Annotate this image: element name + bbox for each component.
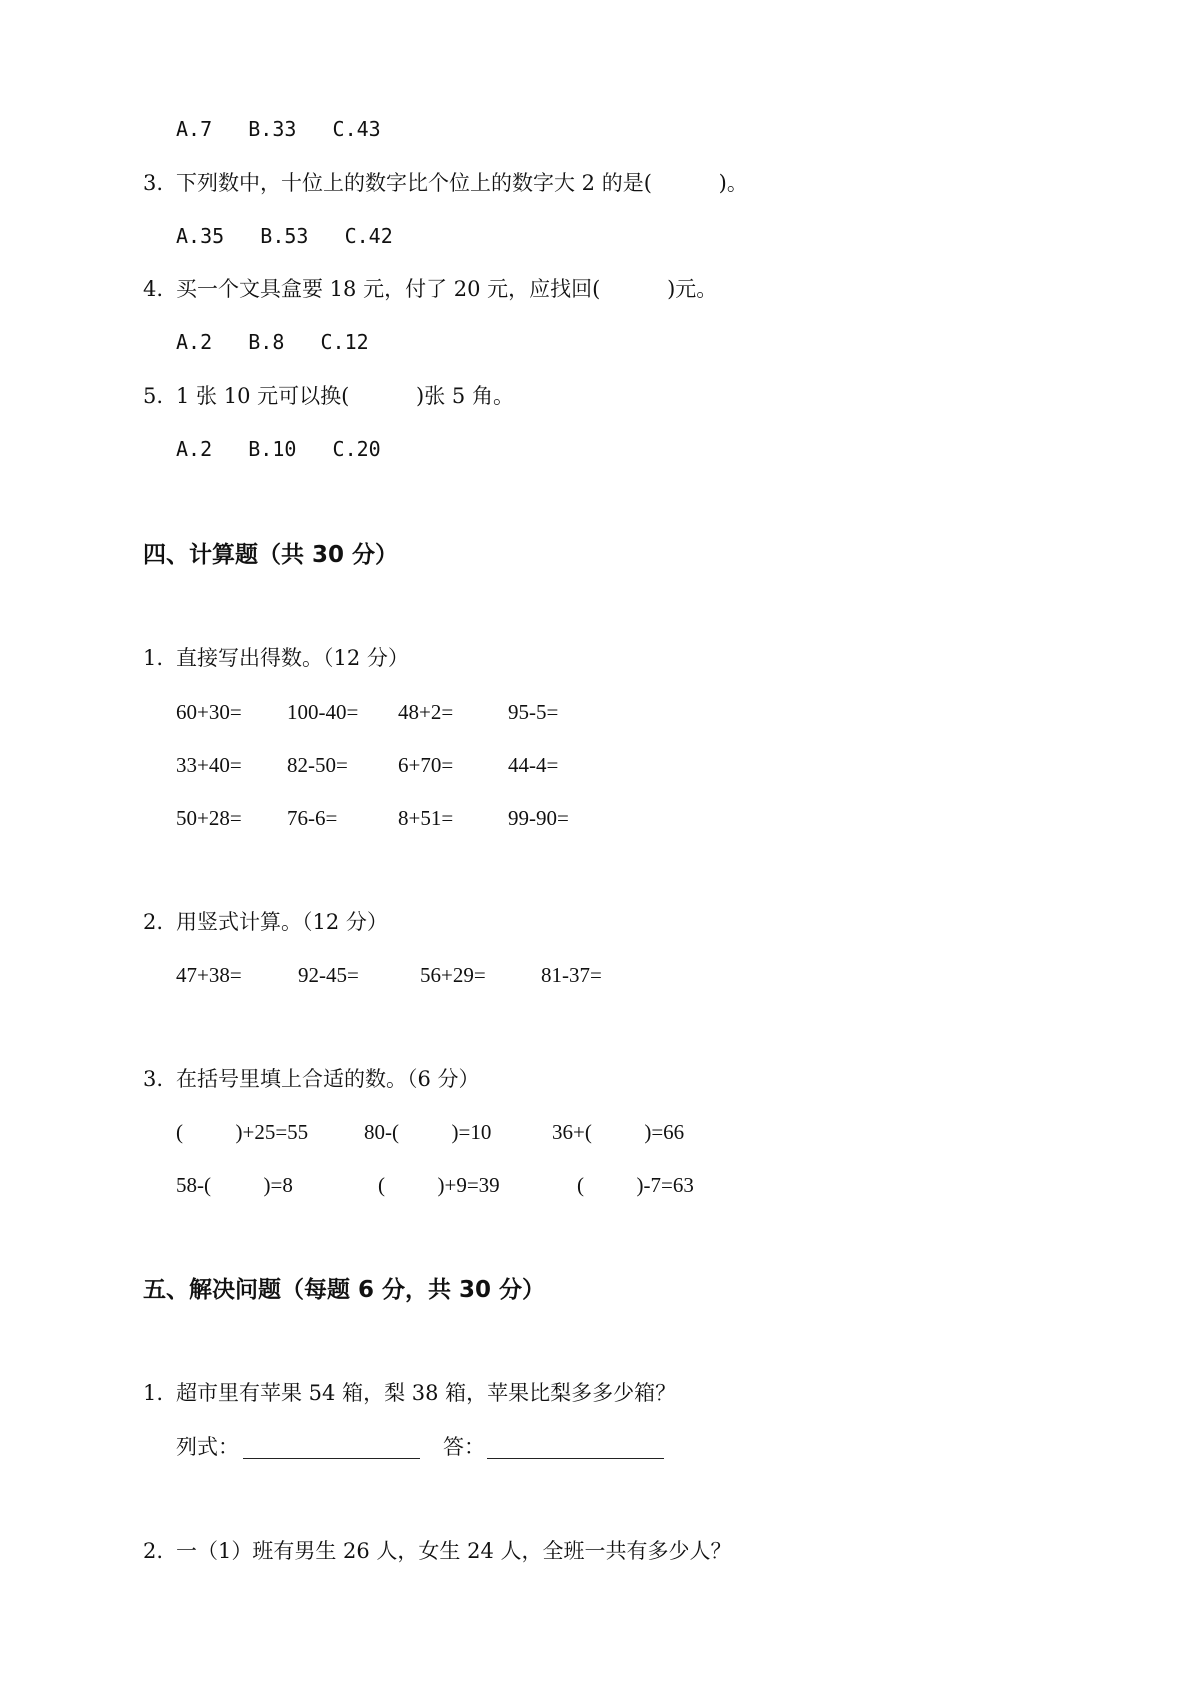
q2-options: A.7 B.33 C.43 [176,117,381,141]
oral-calc-item: 8+51= [398,806,454,830]
q3-options: A.35 B.53 C.42 [176,224,393,248]
vertical-calc-item: 56+29= [420,963,486,987]
fill-blank-item: 80-( )=10 [364,1120,492,1144]
s5-p2-text: 一（1）班有男生 26 人，女生 24 人，全班一共有多少人？ [176,1539,732,1563]
oral-calc-item: 44-4= [508,753,559,777]
s5-p1-text: 超市里有苹果 54 箱，梨 38 箱，苹果比梨多多少箱？ [176,1381,677,1405]
fill-blank-item: 58-( )=8 [176,1173,293,1197]
q5-options: A.2 B.10 C.20 [176,437,381,461]
vertical-calc-item: 92-45= [298,963,359,987]
s4-p2-number: 2. [143,910,164,934]
s4-p1-text: 直接写出得数。（12 分） [176,646,409,670]
q4-options: A.2 B.8 C.12 [176,330,369,354]
oral-calc-item: 76-6= [287,806,338,830]
q3-text: 下列数中，十位上的数字比个位上的数字大 2 的是( )。 [176,171,748,195]
s4-p3-number: 3. [143,1067,164,1091]
oral-calc-item: 100-40= [287,700,359,724]
s4-p3-text: 在括号里填上合适的数。（6 分） [176,1067,480,1091]
s5-p2-number: 2. [143,1539,164,1563]
s4-p2-text: 用竖式计算。（12 分） [176,910,388,934]
vertical-calc-item: 47+38= [176,963,242,987]
section4-title: 四、计算题（共 30 分） [143,542,399,568]
oral-calc-item: 33+40= [176,753,242,777]
s4-p1-number: 1. [143,646,164,670]
vertical-calc-item: 81-37= [541,963,602,987]
fill-blank-item: ( )+9=39 [378,1173,500,1197]
s5-p1-number: 1. [143,1381,164,1405]
fill-blank-item: ( )-7=63 [577,1173,694,1197]
q4-number: 4. [143,277,164,301]
fill-blank-item: ( )+25=55 [176,1120,309,1144]
q4-text: 买一个文具盒要 18 元，付了 20 元，应找回( )元。 [176,277,718,301]
answer-blank[interactable] [487,1458,664,1459]
formula-label: 列式： [176,1435,239,1459]
formula-answer-blank[interactable] [243,1458,420,1459]
answer-label: 答： [443,1435,485,1459]
oral-calc-item: 99-90= [508,806,569,830]
q5-number: 5. [143,384,164,408]
fill-blank-item: 36+( )=66 [552,1120,685,1144]
oral-calc-item: 50+28= [176,806,242,830]
section5-title: 五、解决问题（每题 6 分，共 30 分） [143,1277,546,1303]
oral-calc-item: 60+30= [176,700,242,724]
oral-calc-item: 48+2= [398,700,454,724]
oral-calc-item: 95-5= [508,700,559,724]
oral-calc-item: 82-50= [287,753,348,777]
q5-text: 1 张 10 元可以换( )张 5 角。 [176,384,514,408]
oral-calc-item: 6+70= [398,753,454,777]
q3-number: 3. [143,171,164,195]
